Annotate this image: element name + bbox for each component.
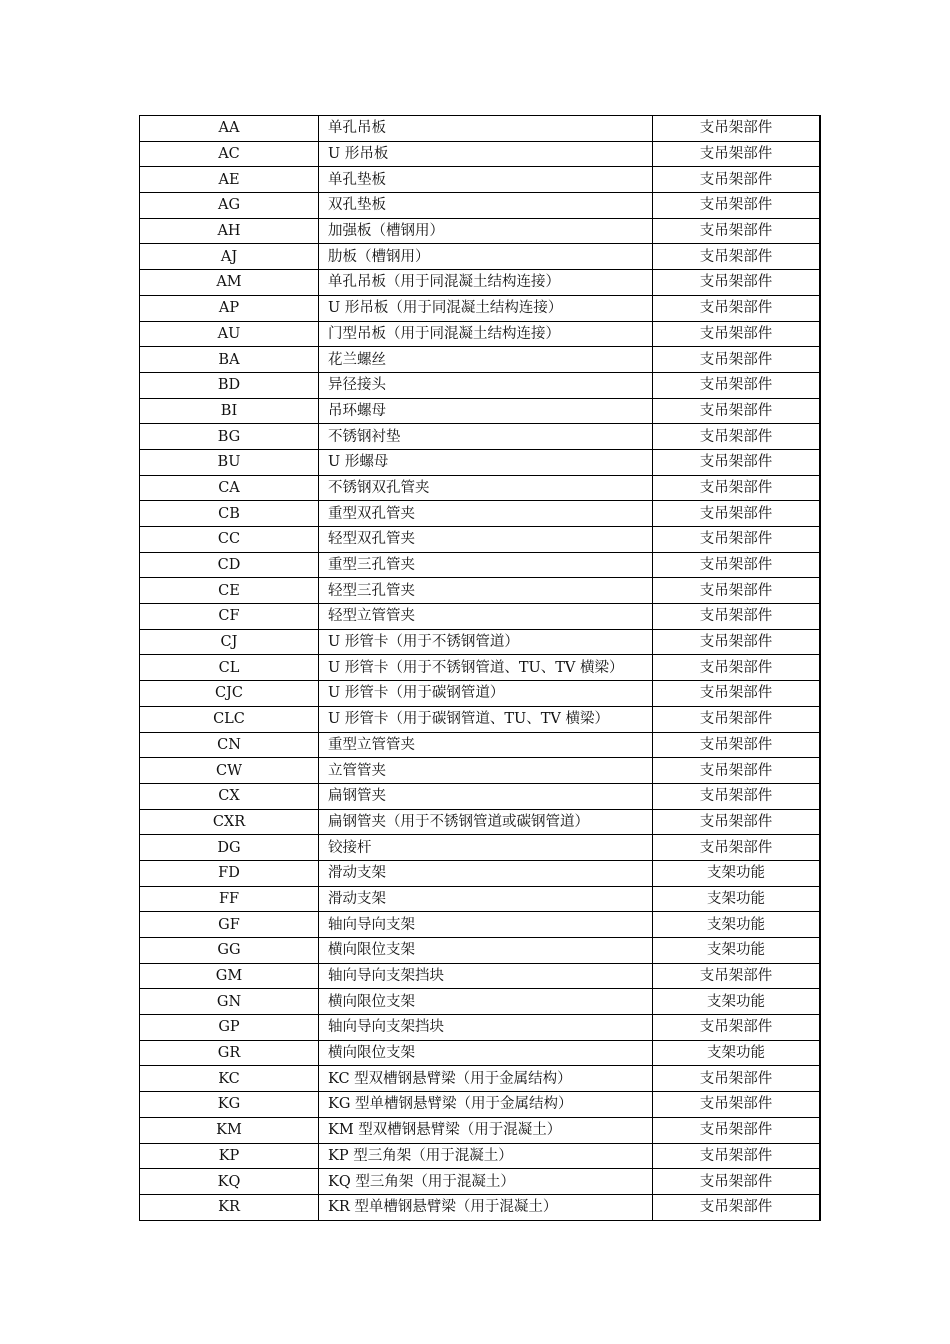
name-cell: 轴向导向支架挡块 — [319, 963, 653, 989]
code-cell: GN — [140, 989, 319, 1015]
name-cell: 扁钢管夹 — [319, 783, 653, 809]
name-cell: U 形螺母 — [319, 449, 653, 475]
name-cell: 门型吊板（用于同混凝土结构连接） — [319, 321, 653, 347]
table-row — [140, 1040, 821, 1066]
code-cell: KC — [140, 1066, 319, 1092]
table-row — [140, 141, 821, 167]
name-cell: 轻型三孔管夹 — [319, 578, 653, 604]
category-cell: 支吊架部件 — [653, 295, 821, 321]
code-cell: KP — [140, 1143, 319, 1169]
name-cell: U 形吊板（用于同混凝土结构连接） — [319, 295, 653, 321]
category-cell: 支吊架部件 — [653, 681, 821, 707]
table-row — [140, 1169, 821, 1195]
name-cell: 吊环螺母 — [319, 398, 653, 424]
category-cell: 支吊架部件 — [653, 244, 821, 270]
category-cell: 支吊架部件 — [653, 706, 821, 732]
code-cell: GF — [140, 912, 319, 938]
table-row — [140, 835, 821, 861]
table-row — [140, 1015, 821, 1041]
table-row — [140, 501, 821, 527]
code-cell: AC — [140, 141, 319, 167]
category-cell: 支吊架部件 — [653, 218, 821, 244]
code-cell: GR — [140, 1040, 319, 1066]
code-cell: BU — [140, 449, 319, 475]
table-row — [140, 116, 821, 142]
category-cell: 支吊架部件 — [653, 809, 821, 835]
table-row — [140, 758, 821, 784]
category-cell: 支架功能 — [653, 1040, 821, 1066]
name-cell: 轴向导向支架挡块 — [319, 1015, 653, 1041]
category-cell: 支吊架部件 — [653, 835, 821, 861]
category-cell: 支架功能 — [653, 989, 821, 1015]
category-cell: 支吊架部件 — [653, 552, 821, 578]
category-cell: 支吊架部件 — [653, 629, 821, 655]
category-cell: 支吊架部件 — [653, 141, 821, 167]
table-row — [140, 681, 821, 707]
table-row — [140, 655, 821, 681]
code-cell: AH — [140, 218, 319, 244]
code-cell: KR — [140, 1194, 319, 1220]
name-cell: KG 型单槽钢悬臂梁（用于金属结构） — [319, 1092, 653, 1118]
name-cell: 立管管夹 — [319, 758, 653, 784]
code-cell: CW — [140, 758, 319, 784]
name-cell: 横向限位支架 — [319, 1040, 653, 1066]
code-table-body — [140, 116, 821, 1221]
code-cell: CF — [140, 604, 319, 630]
table-row — [140, 527, 821, 553]
category-cell: 支吊架部件 — [653, 758, 821, 784]
code-cell: DG — [140, 835, 319, 861]
code-cell: BG — [140, 424, 319, 450]
table-row — [140, 732, 821, 758]
category-cell: 支吊架部件 — [653, 578, 821, 604]
table-row — [140, 398, 821, 424]
name-cell: 加强板（槽钢用） — [319, 218, 653, 244]
category-cell: 支吊架部件 — [653, 449, 821, 475]
name-cell: 扁钢管夹（用于不锈钢管道或碳钢管道） — [319, 809, 653, 835]
category-cell: 支吊架部件 — [653, 372, 821, 398]
code-cell: FF — [140, 886, 319, 912]
table-row — [140, 860, 821, 886]
category-cell: 支吊架部件 — [653, 1143, 821, 1169]
table-row — [140, 1092, 821, 1118]
code-cell: CJ — [140, 629, 319, 655]
code-cell: AU — [140, 321, 319, 347]
name-cell: 重型双孔管夹 — [319, 501, 653, 527]
name-cell: 肋板（槽钢用） — [319, 244, 653, 270]
code-cell: KM — [140, 1117, 319, 1143]
category-cell: 支架功能 — [653, 938, 821, 964]
table-row — [140, 321, 821, 347]
table-row — [140, 244, 821, 270]
category-cell: 支吊架部件 — [653, 655, 821, 681]
name-cell: 轴向导向支架 — [319, 912, 653, 938]
table-row — [140, 1143, 821, 1169]
name-cell: 双孔垫板 — [319, 193, 653, 219]
name-cell: 不锈钢衬垫 — [319, 424, 653, 450]
code-table — [139, 115, 821, 1221]
code-cell: BI — [140, 398, 319, 424]
table-row — [140, 347, 821, 373]
table-row — [140, 809, 821, 835]
code-cell: CB — [140, 501, 319, 527]
name-cell: 滑动支架 — [319, 860, 653, 886]
category-cell: 支吊架部件 — [653, 1092, 821, 1118]
table-row — [140, 475, 821, 501]
table-row — [140, 218, 821, 244]
code-cell: CE — [140, 578, 319, 604]
name-cell: U 形管卡（用于碳钢管道、TU、TV 横梁） — [319, 706, 653, 732]
table-row — [140, 295, 821, 321]
name-cell: 异径接头 — [319, 372, 653, 398]
code-cell: BD — [140, 372, 319, 398]
name-cell: 横向限位支架 — [319, 938, 653, 964]
category-cell: 支架功能 — [653, 860, 821, 886]
code-cell: CN — [140, 732, 319, 758]
table-row — [140, 886, 821, 912]
category-cell: 支架功能 — [653, 886, 821, 912]
code-cell: AM — [140, 270, 319, 296]
name-cell: 重型三孔管夹 — [319, 552, 653, 578]
table-row — [140, 912, 821, 938]
name-cell: U 形管卡（用于碳钢管道） — [319, 681, 653, 707]
category-cell: 支吊架部件 — [653, 398, 821, 424]
name-cell: KM 型双槽钢悬臂梁（用于混凝土） — [319, 1117, 653, 1143]
name-cell: KR 型单槽钢悬臂梁（用于混凝土） — [319, 1194, 653, 1220]
category-cell: 支吊架部件 — [653, 1117, 821, 1143]
code-cell: AE — [140, 167, 319, 193]
category-cell: 支吊架部件 — [653, 527, 821, 553]
name-cell: 轻型双孔管夹 — [319, 527, 653, 553]
code-cell: CXR — [140, 809, 319, 835]
table-row — [140, 1066, 821, 1092]
code-cell: GP — [140, 1015, 319, 1041]
table-row — [140, 604, 821, 630]
category-cell: 支吊架部件 — [653, 475, 821, 501]
name-cell: 滑动支架 — [319, 886, 653, 912]
code-cell: CC — [140, 527, 319, 553]
table-row — [140, 783, 821, 809]
category-cell: 支吊架部件 — [653, 1015, 821, 1041]
table-row — [140, 963, 821, 989]
category-cell: 支吊架部件 — [653, 732, 821, 758]
code-cell: CL — [140, 655, 319, 681]
table-row — [140, 270, 821, 296]
table-row — [140, 1117, 821, 1143]
name-cell: U 形管卡（用于不锈钢管道、TU、TV 横梁） — [319, 655, 653, 681]
category-cell: 支吊架部件 — [653, 116, 821, 142]
code-cell: KG — [140, 1092, 319, 1118]
code-cell: AP — [140, 295, 319, 321]
name-cell: KC 型双槽钢悬臂梁（用于金属结构） — [319, 1066, 653, 1092]
name-cell: 重型立管管夹 — [319, 732, 653, 758]
name-cell: 铰接杆 — [319, 835, 653, 861]
name-cell: KP 型三角架（用于混凝土） — [319, 1143, 653, 1169]
table-row — [140, 706, 821, 732]
category-cell: 支架功能 — [653, 912, 821, 938]
code-cell: AG — [140, 193, 319, 219]
table-row — [140, 629, 821, 655]
category-cell: 支吊架部件 — [653, 167, 821, 193]
name-cell: 横向限位支架 — [319, 989, 653, 1015]
category-cell: 支吊架部件 — [653, 270, 821, 296]
category-cell: 支吊架部件 — [653, 424, 821, 450]
code-cell: KQ — [140, 1169, 319, 1195]
code-cell: CA — [140, 475, 319, 501]
code-cell: CJC — [140, 681, 319, 707]
name-cell: 单孔吊板 — [319, 116, 653, 142]
name-cell: 花兰螺丝 — [319, 347, 653, 373]
code-cell: FD — [140, 860, 319, 886]
code-cell: CLC — [140, 706, 319, 732]
table-row — [140, 938, 821, 964]
name-cell: 单孔吊板（用于同混凝土结构连接） — [319, 270, 653, 296]
table-row — [140, 552, 821, 578]
table-row — [140, 372, 821, 398]
category-cell: 支吊架部件 — [653, 193, 821, 219]
code-cell: CX — [140, 783, 319, 809]
code-cell: AJ — [140, 244, 319, 270]
table-row — [140, 1194, 821, 1220]
code-cell: AA — [140, 116, 319, 142]
category-cell: 支吊架部件 — [653, 501, 821, 527]
code-cell: CD — [140, 552, 319, 578]
table-row — [140, 989, 821, 1015]
table-row — [140, 449, 821, 475]
table-row — [140, 424, 821, 450]
category-cell: 支吊架部件 — [653, 963, 821, 989]
table-row — [140, 167, 821, 193]
code-cell: BA — [140, 347, 319, 373]
name-cell: KQ 型三角架（用于混凝土） — [319, 1169, 653, 1195]
table-row — [140, 193, 821, 219]
table-row — [140, 578, 821, 604]
category-cell: 支吊架部件 — [653, 347, 821, 373]
name-cell: 轻型立管管夹 — [319, 604, 653, 630]
category-cell: 支吊架部件 — [653, 1194, 821, 1220]
code-cell: GM — [140, 963, 319, 989]
code-cell: GG — [140, 938, 319, 964]
category-cell: 支吊架部件 — [653, 321, 821, 347]
category-cell: 支吊架部件 — [653, 604, 821, 630]
category-cell: 支吊架部件 — [653, 1066, 821, 1092]
name-cell: 单孔垫板 — [319, 167, 653, 193]
name-cell: 不锈钢双孔管夹 — [319, 475, 653, 501]
category-cell: 支吊架部件 — [653, 783, 821, 809]
name-cell: U 形管卡（用于不锈钢管道） — [319, 629, 653, 655]
name-cell: U 形吊板 — [319, 141, 653, 167]
category-cell: 支吊架部件 — [653, 1169, 821, 1195]
